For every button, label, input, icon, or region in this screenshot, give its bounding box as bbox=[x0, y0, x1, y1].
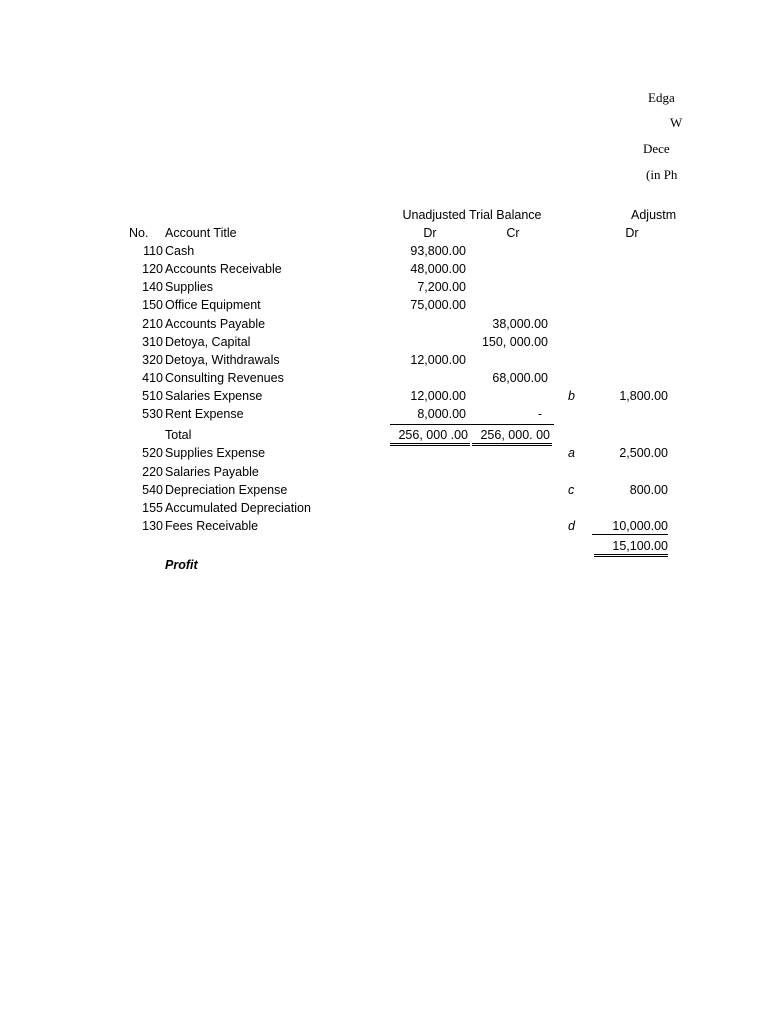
total-label: Total bbox=[165, 428, 192, 442]
account-no: 130 bbox=[142, 519, 163, 533]
adjustment-ref: a bbox=[568, 446, 575, 460]
account-no: 530 bbox=[142, 407, 163, 421]
header-title: W bbox=[670, 115, 683, 130]
account-title: Accumulated Depreciation bbox=[165, 501, 311, 515]
account-no: 210 bbox=[142, 317, 163, 331]
column-no: No. bbox=[129, 226, 149, 240]
column-account-title: Account Title bbox=[165, 226, 237, 240]
account-no: 110 bbox=[143, 244, 163, 258]
account-title: Fees Receivable bbox=[165, 519, 259, 533]
account-no: 220 bbox=[142, 465, 163, 479]
account-title: Accounts Payable bbox=[165, 317, 266, 331]
account-title: Supplies bbox=[165, 280, 213, 294]
header-company: Edga bbox=[648, 90, 675, 105]
account-title: Office Equipment bbox=[165, 298, 261, 312]
account-title: Detoya, Withdrawals bbox=[165, 353, 280, 367]
utb-dr-value: 8,000.00 bbox=[417, 407, 466, 421]
account-title: Cash bbox=[165, 244, 195, 258]
adj-dr-total: 15,100.00 bbox=[594, 538, 668, 557]
subtotal-rule bbox=[390, 424, 554, 425]
account-no: 510 bbox=[142, 389, 163, 403]
account-title: Salaries Payable bbox=[165, 465, 259, 479]
adj-dr-value: 800.00 bbox=[629, 483, 668, 497]
utb-dr-value: 12,000.00 bbox=[410, 353, 466, 367]
account-no: 140 bbox=[142, 280, 163, 294]
adjustment-ref: c bbox=[568, 483, 575, 497]
adjustments-heading: Adjustm bbox=[631, 208, 677, 222]
adj-dr-value: 1,800.00 bbox=[619, 389, 668, 403]
column-adj-dr: Dr bbox=[625, 226, 639, 240]
adj-dr-value: 2,500.00 bbox=[619, 446, 668, 460]
utb-cr-value: 68,000.00 bbox=[492, 371, 548, 385]
account-no: 410 bbox=[142, 371, 163, 385]
header-date: Dece bbox=[643, 141, 670, 156]
account-title: Consulting Revenues bbox=[165, 371, 284, 385]
column-utb-dr: Dr bbox=[423, 226, 437, 240]
account-no: 540 bbox=[142, 483, 163, 497]
utb-cr-value: 38,000.00 bbox=[492, 317, 548, 331]
utb-cr-value: 150, 000.00 bbox=[481, 335, 548, 349]
account-no: 120 bbox=[142, 262, 163, 276]
adjustment-ref: b bbox=[568, 389, 575, 403]
total-cr: 256, 000. 00 bbox=[472, 427, 552, 446]
utb-dr-value: 12,000.00 bbox=[410, 389, 466, 403]
utb-dr-value: 48,000.00 bbox=[410, 262, 466, 276]
account-title: Accounts Receivable bbox=[165, 262, 282, 276]
profit-label: Profit bbox=[165, 558, 198, 572]
utb-dr-value: 7,200.00 bbox=[417, 280, 466, 294]
account-title: Detoya, Capital bbox=[165, 335, 251, 349]
account-title: Depreciation Expense bbox=[165, 483, 288, 497]
account-no: 150 bbox=[142, 298, 163, 312]
account-title: Salaries Expense bbox=[165, 389, 263, 403]
utb-dr-value: 75,000.00 bbox=[410, 298, 466, 312]
adj-dr-value: 10,000.00 bbox=[592, 518, 668, 535]
account-no: 310 bbox=[142, 335, 163, 349]
utb-cr-value: - bbox=[537, 407, 542, 421]
unadjusted-trial-balance-heading: Unadjusted Trial Balance bbox=[402, 208, 542, 222]
account-no: 320 bbox=[142, 353, 163, 367]
column-utb-cr: Cr bbox=[506, 226, 520, 240]
total-dr: 256, 000 .00 bbox=[390, 427, 470, 446]
account-title: Rent Expense bbox=[165, 407, 244, 421]
utb-dr-value: 93,800.00 bbox=[410, 244, 466, 258]
account-title: Supplies Expense bbox=[165, 446, 266, 460]
header-currency: (in Ph bbox=[646, 167, 678, 182]
account-no: 155 bbox=[142, 501, 163, 515]
adjustment-ref: d bbox=[568, 519, 575, 533]
account-no: 520 bbox=[142, 446, 163, 460]
